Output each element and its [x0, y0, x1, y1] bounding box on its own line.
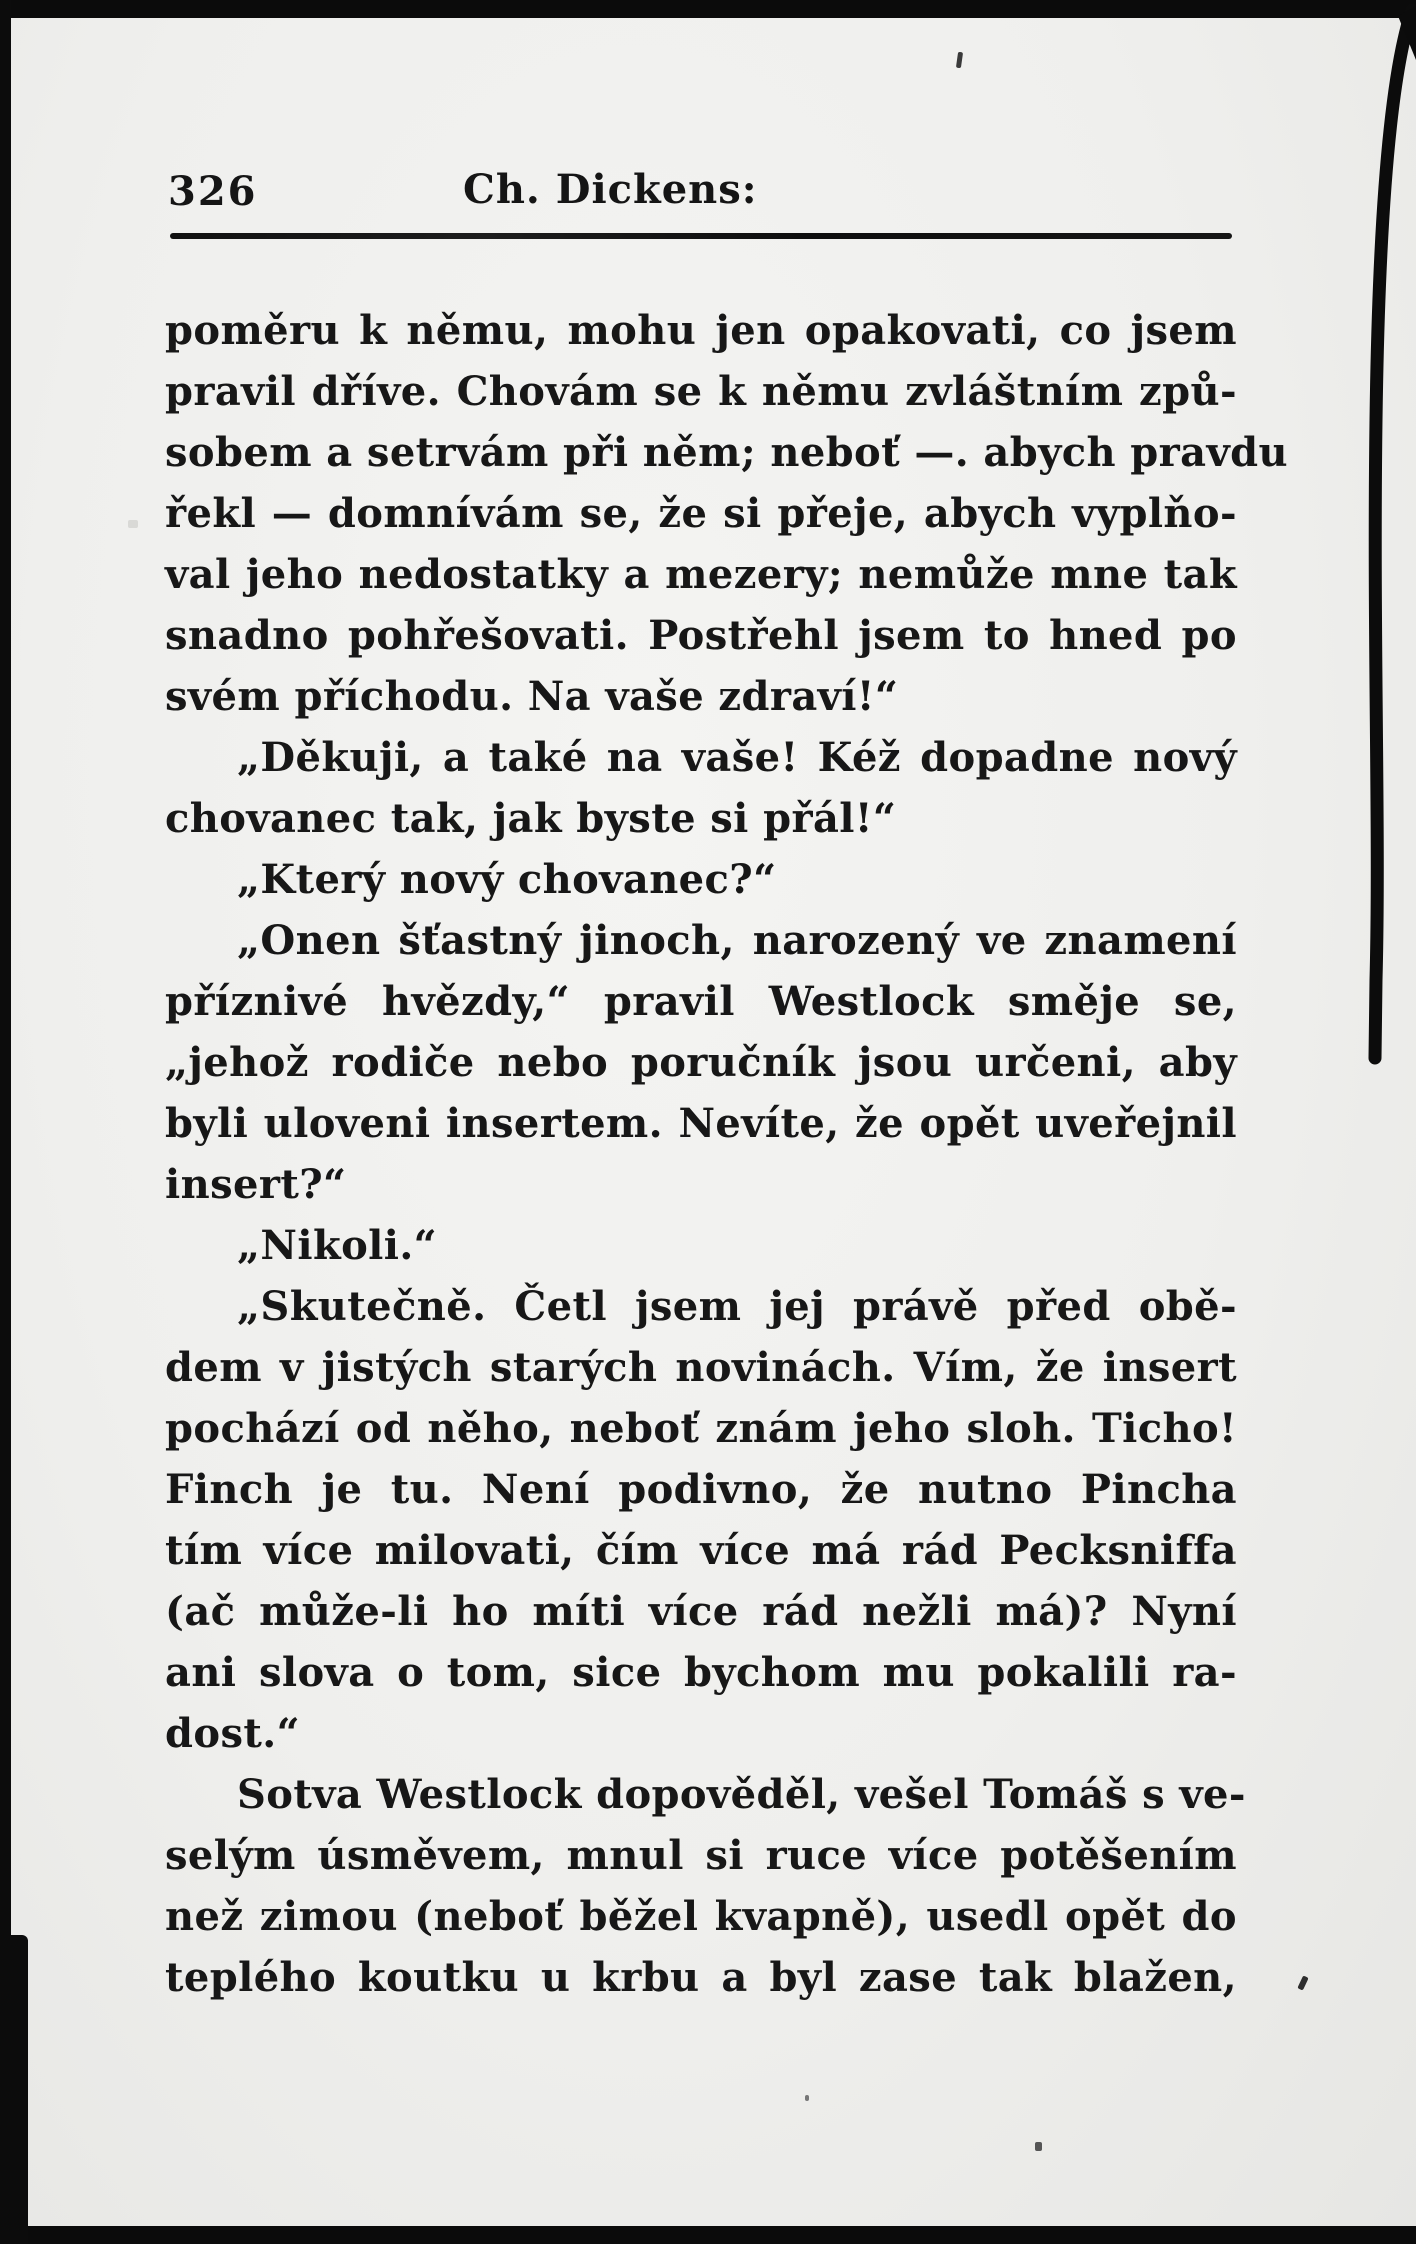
scan-speck	[128, 520, 138, 528]
text-line: „Nikoli.“	[237, 1222, 438, 1269]
text-line: „jehož rodiče nebo poručník jsou určeni, aby	[165, 1039, 1237, 1086]
text-line: sobem a setrvám při něm; neboť —. abych pravdu	[165, 429, 1288, 476]
text-line: selým úsměvem, mnul si ruce více potěšením	[165, 1832, 1237, 1879]
scan-speck	[1035, 2142, 1042, 2151]
text-line: pochází od něho, neboť znám jeho sloh. Ticho!	[165, 1405, 1237, 1452]
text-line: tím více milovati, čím více má rád Pecksniffa	[165, 1527, 1237, 1574]
text-line: Sotva Westlock dopověděl, vešel Tomáš s ve-	[237, 1771, 1246, 1818]
scan-speck	[805, 2095, 809, 2101]
running-title: Ch. Dickens:	[463, 166, 758, 213]
text-line: dem v jistých starých novinách. Vím, že insert	[165, 1344, 1237, 1391]
text-line: Finch je tu. Není podivno, že nutno Pincha	[165, 1466, 1237, 1513]
text-line: snadno pohřešovati. Postřehl jsem to hned po	[165, 612, 1237, 659]
text-line: (ač může-li ho míti více rád nežli má)? Nyní	[165, 1588, 1237, 1635]
text-line: poměru k němu, mohu jen opakovati, co jsem	[165, 307, 1237, 354]
page-number: 326	[168, 168, 258, 215]
text-line: než zimou (neboť běžel kvapně), usedl opět do	[165, 1893, 1237, 1940]
text-line: příznivé hvězdy,“ pravil Westlock směje se,	[165, 978, 1237, 1025]
text-line: byli uloveni insertem. Nevíte, že opět uveřejnil	[165, 1100, 1237, 1147]
text-line: „Skutečně. Četl jsem jej právě před obě-	[237, 1283, 1237, 1330]
text-line: „Onen šťastný jinoch, narozený ve znamení	[237, 917, 1237, 964]
text-line: svém příchodu. Na vaše zdraví!“	[165, 673, 899, 720]
text-line: ani slova o tom, sice bychom mu pokalili ra-	[165, 1649, 1237, 1696]
text-line: „Který nový chovanec?“	[237, 856, 777, 903]
text-line: teplého koutku u krbu a byl zase tak blažen,	[165, 1954, 1237, 2001]
text-line: chovanec tak, jak byste si přál!“	[165, 795, 897, 842]
text-line: dost.“	[165, 1710, 300, 1757]
text-line: pravil dříve. Chovám se k němu zvláštním způ-	[165, 368, 1237, 415]
text-line: „Děkuji, a také na vaše! Kéž dopadne nový	[237, 734, 1237, 781]
text-line: řekl — domnívám se, že si přeje, abych vyplňo-	[165, 490, 1237, 537]
text-line: insert?“	[165, 1161, 347, 1208]
text-line: val jeho nedostatky a mezery; nemůže mne tak	[165, 551, 1237, 598]
